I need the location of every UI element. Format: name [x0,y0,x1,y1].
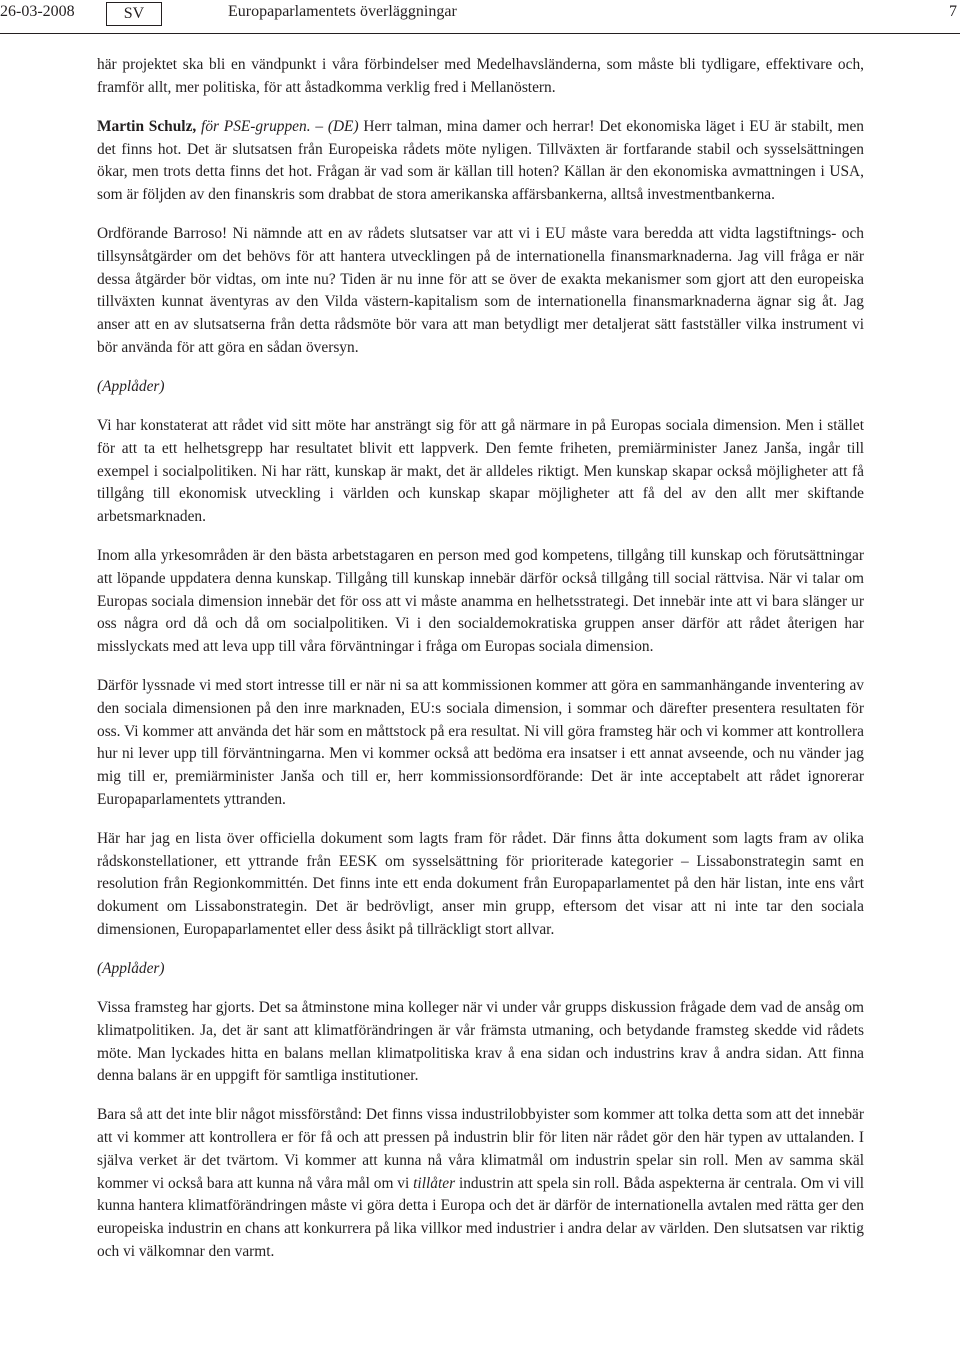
emphasis-text: tillåter [413,1174,456,1192]
paragraph: Här har jag en lista över officiella dokument som lagts fram för rådet. Där finns åtta dokument som lagts fram av olika rådskonstellationer, ett yttrande från EESK om sysselsättning för prioriterade kategorier – Lissabonstrategin samt en resolution från Regionkommittén. Det finns inte ett enda dokument från Europaparlamentet på den här listan, inte ens vårt dokument om Lissabonstrategin. Det är bedrövligt, anser min grupp, eftersom det visar att ni inte tar den sociala dimensionen, Europaparlamentet eller dess åsikt på tillräckligt stort allvar. [97,829,864,938]
language-tag: – (DE) [310,117,359,135]
speaker-name: Martin Schulz, [97,117,197,135]
speaker-party: för PSE-gruppen. [196,117,311,135]
page-header [0,0,960,34]
speech-text: Herr talman, mina damer och herrar! Det ekonomiska läget i EU är stabilt, men det finns hot. Det är slutsatsen från Europeiska rådets möte nyligen. Tillväxten är fortfarande stabil och sysselsättningen ökar, men trots detta finns det hot. Frågan är vad som är källan till hoten? Källan är den ekonomiska avmattningen i USA, som är följden av den finanskris som drabbat de stora amerikanska affärsbankerna, alltså investmentbankerna. [97,117,864,204]
header-date: 26-03-2008 [0,3,75,20]
paragraph: Vissa framsteg har gjorts. Det sa åtminstone mina kolleger när vi under vår grupps diskussion frågade dem vad de ansåg om klimatpolitiken. Ja, det är sant att klimatförändringen är vår främsta utmaning, och betydande framsteg skedde vid rådets möte. Man lyckades hitta en balans mellan klimatpolitiska krav å ena sidan och industrins krav å andra sidan. Att finna denna balans är en uppgift för samtliga institutioner. [97,999,864,1085]
paragraph: Ordförande Barroso! Ni nämnde att en av rådets slutsatser var att vi i EU måste vara beredda att vidta lagstiftnings- och tillsynsåtgärder om det behövs för att hantera utvecklingen på de internationella finansmarknaderna. Jag vill fråga er när dessa åtgärder bör vidtas, om inte nu? Tiden är nu inne för att se över de exakta mekanismer som gjort att den europeiska tillväxten kunnat äventyras av den Vilda västern-kapitalism som de internationella finansmarknaderna ägnar sig åt. Jag anser att en av slutsatserna från detta rådsmöte bör vara att man betydligt mer detaljerat sätt fastställer vilka instrument vi bör använda för att göra en sådan översyn. [97,225,864,356]
header-title: Europaparlamentets överläggningar [228,3,457,20]
speech-paragraph [97,116,864,207]
applause-note: (Applåder) [97,377,165,395]
paragraph-text: industrin att spela sin roll. Båda aspekterna är centrala. Om vi vill kunna hantera klimatförändringen måste vi göra detta i Europa och det är därför de internationella avtalen med rätta ger den europeiska industrin en chans att konkurrera på lika villkor med industrier i andra delar av världen. Den slutsatsen var riktig och vi välkomnar den varmt. [97,1174,864,1260]
document-body [97,54,864,1280]
header-language-box: SV [106,2,162,26]
paragraph: här projektet ska bli en vändpunkt i våra förbindelser med Medelhavsländerna, som måste bli tydligare, effektivare och, framför allt, mer politiska, för att åstadkomma verklig fred i Mellanöstern. [97,56,864,96]
paragraph: Inom alla yrkesområden är den bästa arbetstagaren en person med god kompetens, tillgång till kunskap och förutsättningar att löpande uppdatera denna kunskap. Tillgång till kunskap innebär därför också tillgång till social rättvisa. När vi talar om Europas sociala dimension innebär det för oss att vi måste anamma en helhetsstrategi. Det innebär inte att vi bara slänger ur oss några ord då och då om socialpolitiken. Vi i den socialdemokratiska gruppen anser därför att rådet återigen har misslyckats med att leva upp till våra förväntningar i fråga om Europas sociala dimension. [97,547,864,655]
paragraph: Vi har konstaterat att rådet vid sitt möte har ansträngt sig för att gå närmare in på Europas sociala dimension. Men i stället för att ta ett helhetsgrepp har resultatet blivit ett lappverk. Den femte friheten, premiärminister Janez Janša, ingår till exempel i socialpolitiken. Ni har rätt, kunskap är makt, det är alldeles riktigt. Men kunskap skapar också möjligheter att få tillgång till ekonomisk utveckling i världen och kunskap skapar möjligheter att få del av den allt mer skiftande arbetsmarknaden. [97,417,864,525]
paragraph-text: Bara så att det inte blir något missförstånd: Det finns vissa industrilobbyister som kommer att tolka detta som att det innebär att vi kommer att kontrollera er för få och att pressen på industrin blir för liten när rådet gör den här typen av uttalanden. I själva verket är det tvärtom. Vi kommer att kunna nå våra klimatmål om industrin spelar sin roll. Men av samma skäl kommer vi också bara att kunna nå våra mål om vi [97,1106,864,1192]
paragraph: Därför lyssnade vi med stort intresse till er när ni sa att kommissionen kommer att göra en sammanhängande inventering av den sociala dimensionen på den inre marknaden, EU:s sociala dimension, i sommar och därefter presentera resultaten för oss. Vi kommer att använda det här som en måttstock på era resultat. Ni vill göra framsteg här och vi kommer att kontrollera hur ni lever upp till förväntningarna. Men vi kommer också att bedöma era insatser i ett annat avseende, och nu vänder jag mig till er, premiärminister Janša och till er, herr kommissionsordförande: Det är inte acceptabelt att rådet ignorerar Europaparlamentets yttranden. [97,677,864,808]
paragraph [97,1104,864,1263]
header-page-number: 7 [949,3,957,20]
applause-note: (Applåder) [97,959,165,977]
